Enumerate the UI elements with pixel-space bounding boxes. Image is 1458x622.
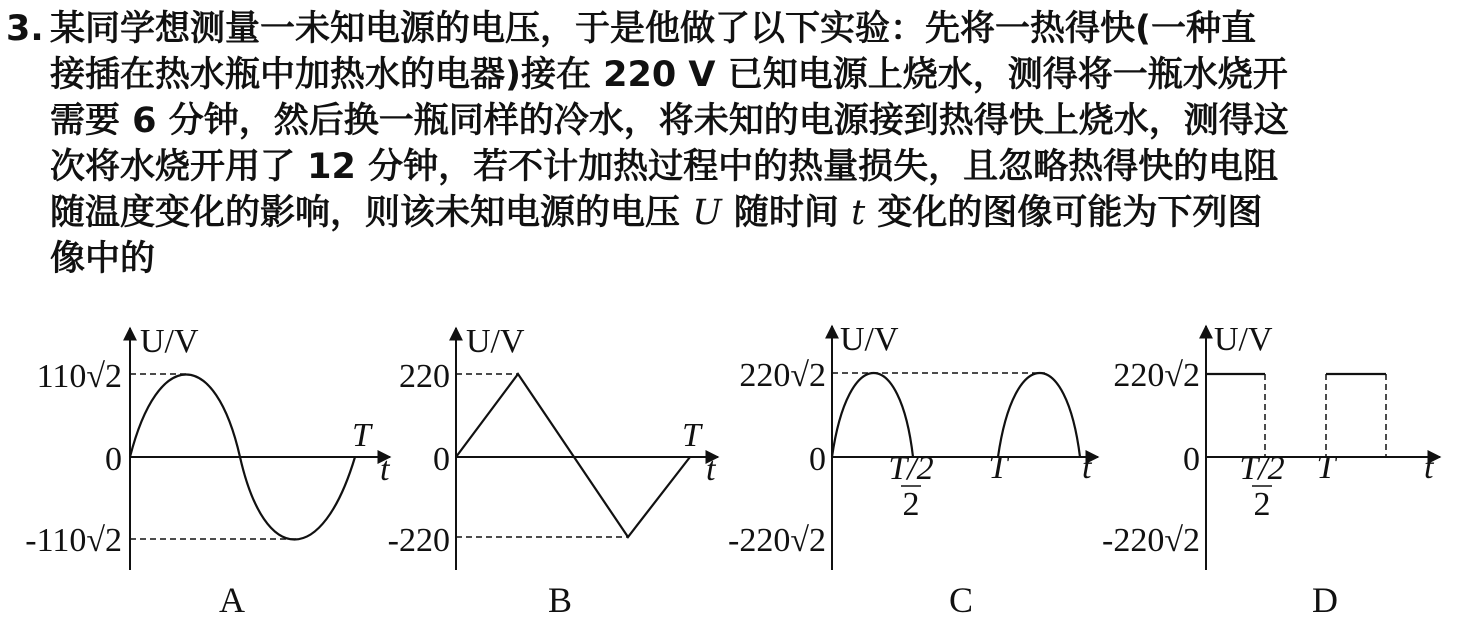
line-5-part-a: 随温度变化的影响，则该未知电源的电压 (50, 193, 693, 233)
fraction-denominator: 2 (1253, 486, 1271, 523)
x-tick-t: T (988, 449, 1008, 486)
y-axis-label: U/V (840, 321, 899, 358)
x-axis-label: t (1424, 449, 1434, 486)
x-tick-t: T (352, 417, 371, 454)
y-tick-min: -110√2 (25, 522, 122, 559)
y-tick-max: 220√2 (1113, 357, 1200, 394)
fraction-denominator: 2 (902, 486, 920, 523)
y-tick-max: 220√2 (739, 357, 826, 394)
y-tick-zero: 0 (809, 441, 826, 478)
line-1-text: 某同学想测量一未知电源的电压，于是他做了以下实验：先将一热得快(一种直 (50, 9, 1256, 49)
x-tick-t: T (682, 417, 701, 454)
y-axis-label: U/V (140, 323, 199, 360)
question-line-2: 接插在热水瓶中加热水的电器)接在 220 V 已知电源上烧水，测得将一瓶水烧开 (50, 55, 1288, 95)
x-tick-half-t: T/2 (888, 450, 934, 487)
graph-b (388, 323, 718, 620)
graph-d (1102, 321, 1440, 620)
y-tick-zero: 0 (433, 441, 450, 478)
y-axis-label: U/V (466, 323, 525, 360)
option-label: B (547, 580, 573, 620)
x-tick-half-t: T/2 (1239, 450, 1285, 487)
half-wave-2 (998, 373, 1080, 457)
x-axis-label: t (1082, 449, 1092, 486)
y-axis-label: U/V (1214, 321, 1273, 358)
question-line-4: 次将水烧开用了 12 分钟，若不计加热过程中的热量损失，且忽略热得快的电阻 (50, 147, 1279, 187)
graph-a (25, 323, 391, 620)
half-wave-1 (832, 373, 913, 457)
y-tick-zero: 0 (1183, 441, 1200, 478)
option-label: C (948, 580, 974, 620)
option-label: D (1312, 580, 1338, 620)
variable-u: U (692, 193, 722, 233)
question-number: 3. (6, 9, 44, 49)
y-tick-max: 110√2 (36, 358, 122, 395)
x-axis-label: t (706, 451, 716, 488)
question-line-6: 像中的 (50, 239, 156, 279)
y-tick-min: -220 (387, 522, 450, 559)
x-tick-t: T (1316, 449, 1336, 486)
line-5-part-b: 随时间 (721, 193, 852, 233)
y-tick-zero: 0 (105, 441, 122, 478)
y-tick-min: -220√2 (728, 522, 826, 559)
question-line-3: 需要 6 分钟，然后换一瓶同样的冷水，将未知的电源接到热得快上烧水，测得这 (50, 101, 1289, 141)
variable-t: t (851, 193, 866, 233)
line-5-part-c: 变化的图像可能为下列图 (865, 193, 1263, 233)
graph-c (728, 321, 1098, 620)
y-tick-max: 220 (399, 358, 450, 395)
y-tick-min: -220√2 (1102, 522, 1200, 559)
triangle-wave (456, 374, 690, 537)
option-label: A (219, 580, 245, 620)
x-axis-label: t (380, 451, 390, 488)
